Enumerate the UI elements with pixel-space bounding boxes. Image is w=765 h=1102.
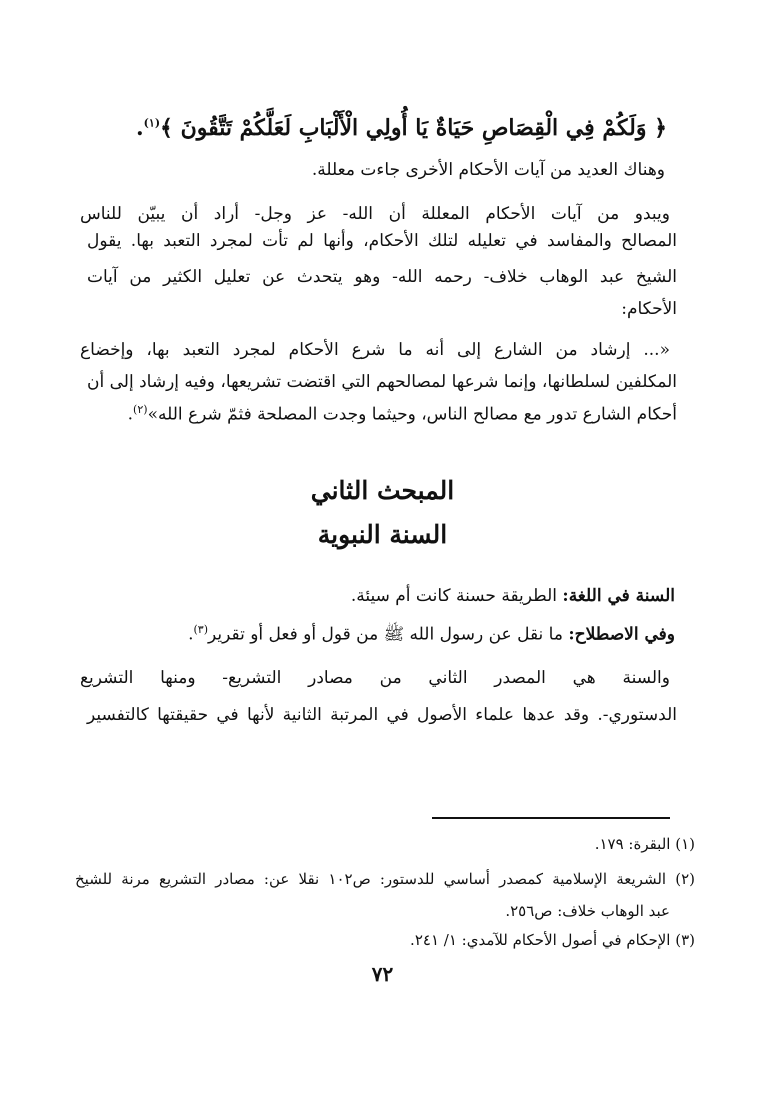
verse-text: ﴿ وَلَكُمْ فِي الْقِصَاصِ حَيَاةٌ يَا أُولِي الْأَلْبَابِ لَعَلَّكُمْ تَتَّقُونَ ﴾	[160, 115, 667, 141]
verse-footnote-ref: (١)	[143, 116, 161, 130]
paragraph-3-line-1: والسنة هي المصدر الثاني من مصادر التشريع- ومنها التشريع	[80, 668, 670, 688]
quote-line-3: أحكام الشارع تدور مع مصالح الناس، وحيثما وجدت المصلحة فثمّ شرع الله»$^{(٢)}$.	[127, 403, 677, 425]
definition-language-text: الطريقة حسنة كانت أم سيئة.	[350, 586, 558, 606]
quote-footnote-ref: (٢)	[133, 403, 148, 416]
definition-terminology: وفي الاصطلاح: ما نقل عن رسول الله ﷺ من قول أو فعل أو تقرير$^{(٣)}$.	[188, 623, 675, 645]
paragraph-1: وهناك العديد من آيات الأحكام الأخرى جاءت معللة.	[311, 160, 665, 180]
quote-line-2: المكلفين لسلطانها، وإنما شرعها لمصالحهم التي اقتضت تشريعها، وفيه إرشاد إلى أن	[87, 372, 677, 392]
section-heading: المبحث الثاني	[310, 476, 455, 505]
definition-language	[85, 587, 675, 607]
footnote-2: (٢) الشريعة الإسلامية كمصدر أساسي للدستور: ص١٠٢ نقلا عن: مصادر التشريع مرنة للشيخ	[75, 870, 696, 888]
section-subheading: السنة النبوية	[317, 520, 448, 549]
footnote-separator	[432, 817, 670, 819]
page-number: ٧٢	[371, 962, 394, 986]
paragraph-3-line-2: الدستوري-. وقد عدها علماء الأصول في المرتبة الثانية لأنها في حقيقتها كالتفسير	[87, 705, 677, 725]
quote-text: أحكام الشارع تدور مع مصالح الناس، وحيثما وجدت المصلحة فثمّ شرع الله»	[147, 404, 677, 425]
paragraph-2-line-2: المصالح والمفاسد في تعليله لتلك الأحكام، وأنها لم تأت لمجرد التعبد بها. يقول	[87, 231, 677, 251]
footnote-1: (١) البقرة: ١٧٩.	[594, 835, 695, 853]
footnote-3: (٣) الإحكام في أصول الأحكام للآمدي: ١/ ٢٤١.	[410, 931, 695, 949]
paragraph-2-line-3: الشيخ عبد الوهاب خلاف- رحمه الله- وهو يتحدث عن تعليل الكثير من آيات	[87, 267, 677, 287]
paragraph-2-line-4: الأحكام:	[621, 299, 677, 319]
quote-line-1: «... إرشاد من الشارع إلى أنه ما شرع الأحكام لمجرد التعبد بها، وإخضاع	[80, 340, 670, 360]
term-language: السنة في اللغة:	[562, 586, 675, 606]
definition-footnote-ref: (٣)	[193, 623, 208, 636]
definition-terminology-text: ما نقل عن رسول الله ﷺ من قول أو فعل أو تقرير	[207, 624, 563, 645]
term-terminology: وفي الاصطلاح:	[568, 624, 675, 645]
quran-verse: ﴿ وَلَكُمْ فِي الْقِصَاصِ حَيَاةٌ يَا أُولِي الْأَلْبَابِ لَعَلَّكُمْ تَتَّقُونَ ﴾$^{(١)}$.	[136, 115, 667, 141]
footnote-2-continued: عبد الوهاب خلاف: ص٢٥٦.	[505, 902, 670, 920]
paragraph-2-line-1: ويبدو من آيات الأحكام المعللة أن الله- عز وجل- أراد أن يبيّن للناس	[80, 204, 670, 224]
